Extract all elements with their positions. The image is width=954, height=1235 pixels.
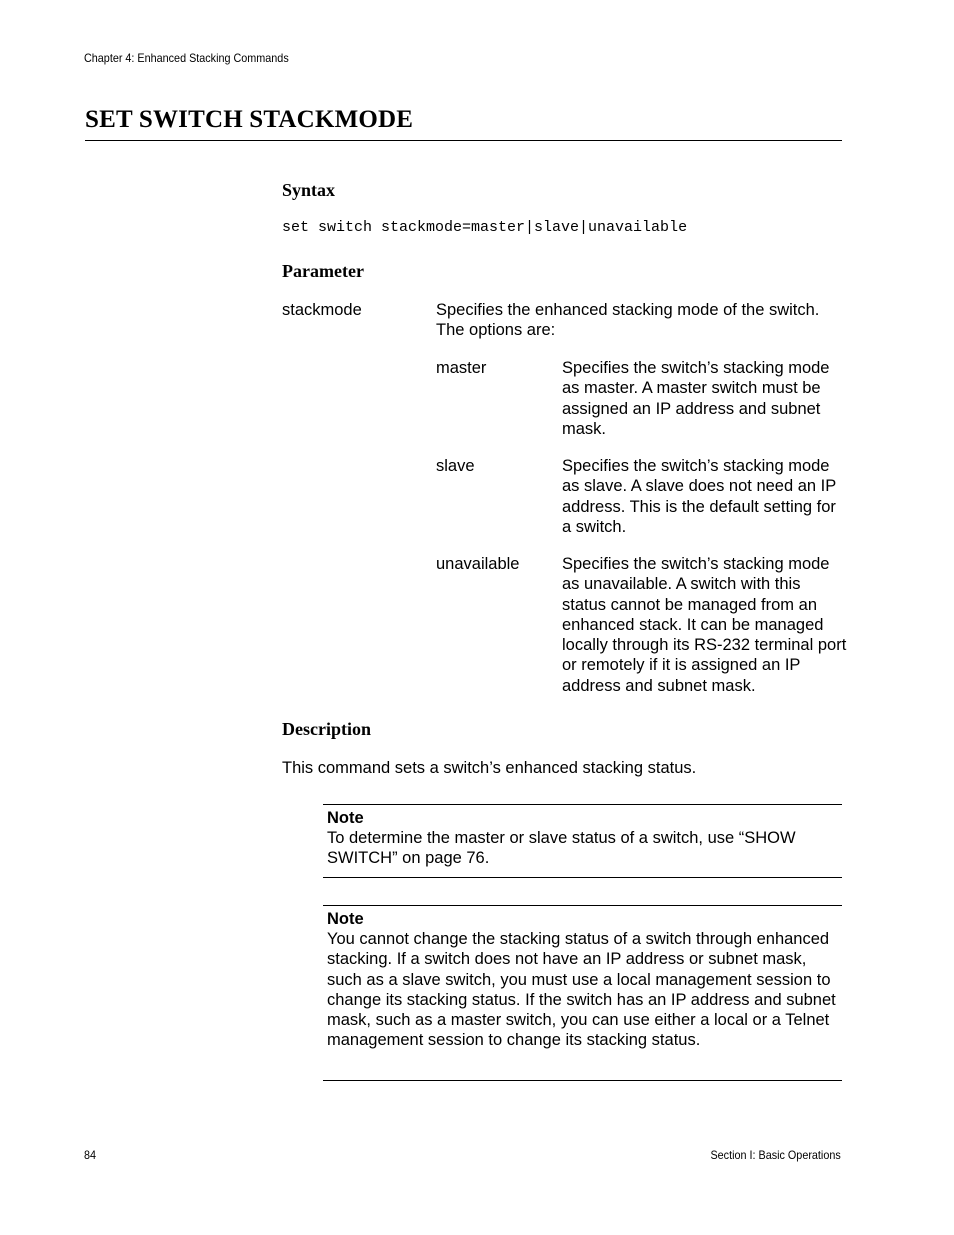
syntax-heading: Syntax	[282, 180, 336, 200]
parameter-heading: Parameter	[282, 261, 364, 281]
option-name-master: master	[436, 359, 487, 377]
note-label: Note	[327, 910, 364, 928]
note-label: Note	[327, 809, 364, 827]
option-description-slave: Specifies the switch’s stacking mode as slave. A slave does not need an IP address. This is the default setting for a switch.	[562, 457, 836, 536]
option-name-slave: slave	[436, 457, 475, 475]
option-description-unavailable: Specifies the switch’s stacking mode as unavailable. A switch with this status cannot be managed from an enhanced stack. It can be managed locally through its RS-232 terminal port or remotely if it is assigned an IP address and subnet mask.	[562, 555, 847, 695]
note-box-2	[323, 905, 842, 1081]
title-rule	[85, 140, 842, 141]
note-box-1	[323, 804, 842, 878]
option-name-unavailable: unavailable	[436, 555, 520, 573]
option-description-master: Specifies the switch’s stacking mode as master. A master switch must be assigned an IP address and subnet mask.	[562, 359, 830, 438]
parameter-name: stackmode	[282, 301, 362, 319]
running-head: Chapter 4: Enhanced Stacking Commands	[84, 51, 289, 65]
note-text: To determine the master or slave status of a switch, use “SHOW SWITCH” on page 76.	[327, 829, 796, 868]
page-number: 84	[84, 1148, 97, 1162]
description-heading: Description	[282, 719, 371, 739]
footer-section: Section I: Basic Operations	[710, 1148, 841, 1162]
description-text: This command sets a switch’s enhanced stacking status.	[282, 759, 697, 777]
parameter-description: Specifies the enhanced stacking mode of the switch. The options are:	[436, 301, 820, 340]
note-text: You cannot change the stacking status of a switch through enhanced stacking. If a switch does not have an IP address or subnet mask, such as a slave switch, you must use a local management session to change its stacking status. If the switch has an IP address and subnet mask, such as a master switch, you can use either a local or a Telnet management session to change its stacking status.	[327, 930, 836, 1050]
page-title: SET SWITCH STACKMODE	[85, 106, 414, 133]
syntax-command: set switch stackmode=master|slave|unavailable	[282, 219, 688, 236]
